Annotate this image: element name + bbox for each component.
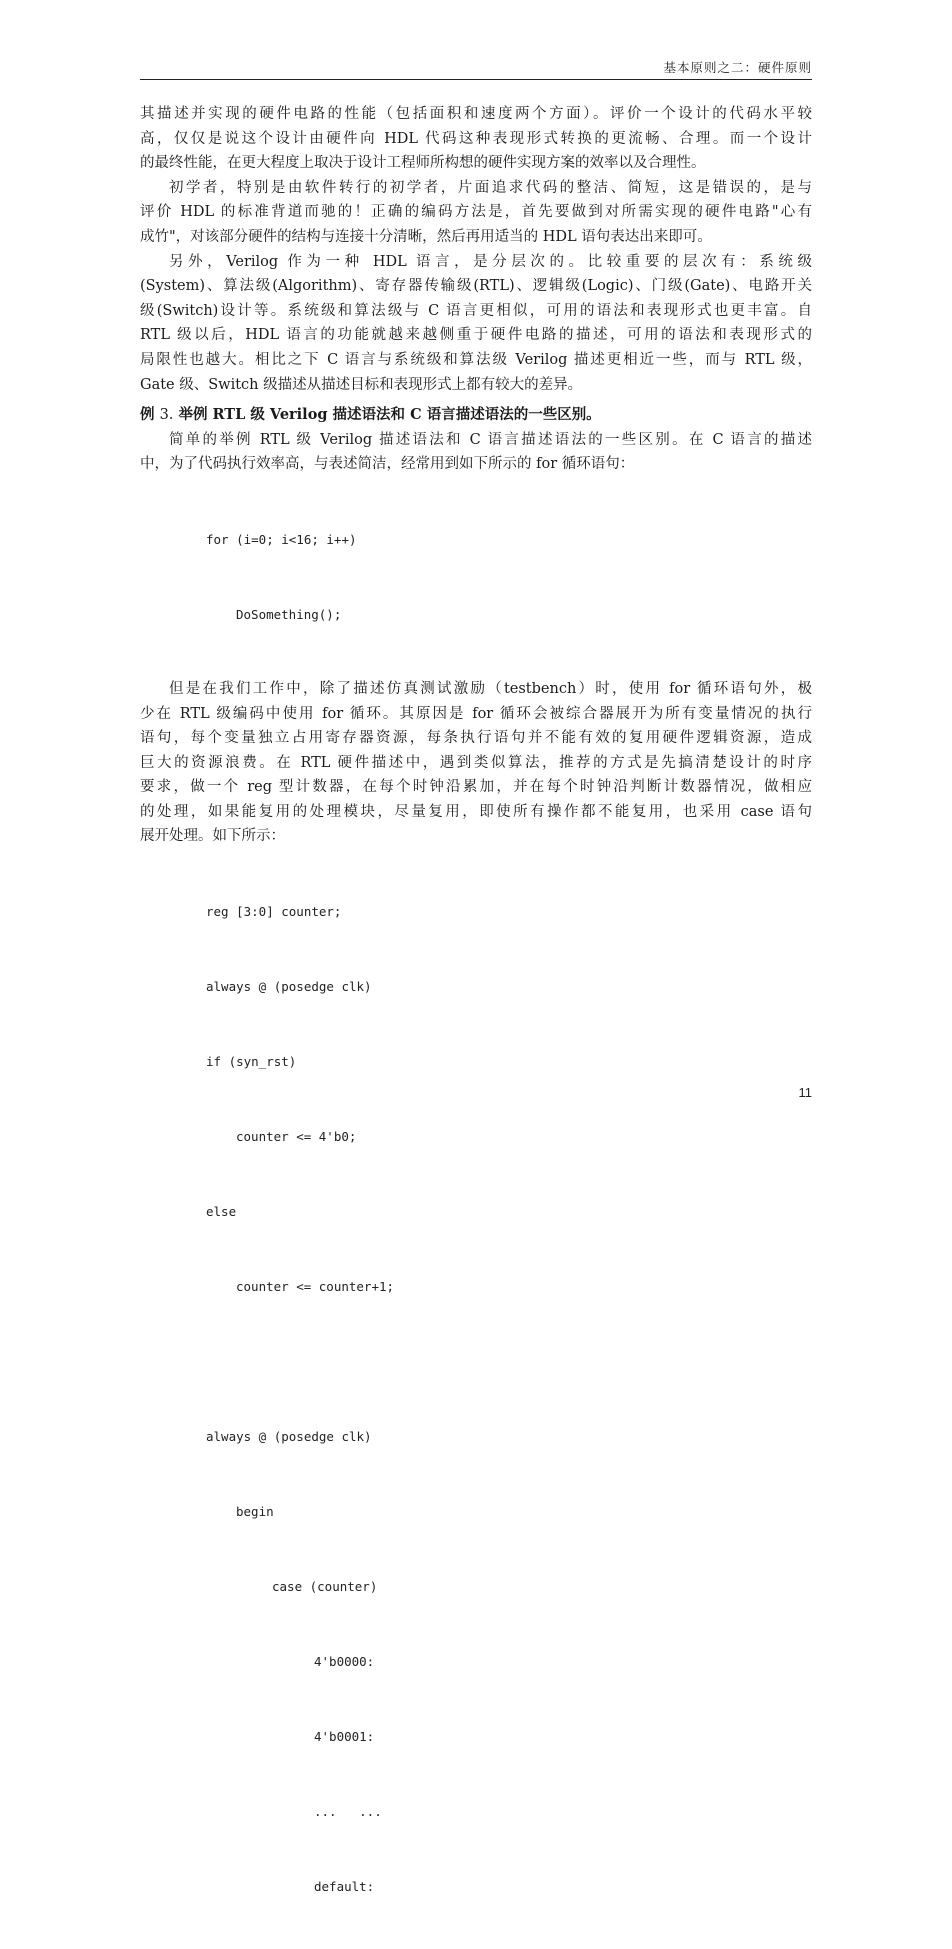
text-line: 级(Switch)设计等。系统级和算法级与 C 语言更相似，可用的语法和表现形式也更丰富。自 [140,302,812,319]
paragraph-4 [140,428,812,477]
text-line: 简单的举例 RTL 级 Verilog 描述语法和 C 语言描述语法的一些区别。在 C 语言的描述 [169,431,812,448]
text-line: 少在 RTL 级编码中使用 for 循环。其原因是 for 循环会被综合器展开为所有变量情况的执行 [140,705,812,722]
code-line: counter <= counter+1; [236,1279,395,1295]
page-body [140,102,812,1949]
paragraph-2 [140,176,812,250]
text-line: Gate 级、Switch 级描述从描述目标和表现形式上都有较大的差异。 [140,376,583,393]
running-header: 基本原则之二：硬件原则 [663,60,812,75]
code-line: begin [236,1504,274,1520]
text-line: 语句，每个变量独立占用寄存器资源，每条执行语句并不能有效的复用硬件逻辑资源，造成 [140,730,812,747]
paragraph-5 [140,677,812,849]
example-label: 例 [140,406,155,424]
text-line: (System)、算法级(Algorithm)、寄存器传输级(RTL)、逻辑级(Logic)、门级(Gate)、电路开关 [140,278,812,295]
code-line: ... ... [314,1804,382,1820]
text-line: 其描述并实现的硬件电路的性能（包括面积和速度两个方面）。评价一个设计的代码水平较 [140,106,812,122]
code-line: counter <= 4'b0; [236,1129,357,1145]
text-line: 要求，做一个 reg 型计数器，在每个时钟沿累加，并在每个时钟沿判断计数器情况，做相应 [140,779,812,796]
code-line: DoSomething(); [236,606,342,622]
code-line: 4'b0000: [314,1654,375,1670]
code-line: default: [314,1879,375,1895]
text-line: 高，仅仅是说这个设计由硬件向 HDL 代码这种表现形式转换的更流畅、合理。而一个设计 [140,130,812,147]
text-line: 中，为了代码执行效率高，与表述简洁，经常用到如下所示的 for 循环语句： [140,456,635,473]
example-title: 举例 RTL 级 Verilog 描述语法和 C 语言描述语法的一些区别。 [178,406,601,424]
example-heading [140,403,812,428]
code-line: reg [3:0] counter; [206,904,342,920]
text-line: 的处理，如果能复用的处理模块，尽量复用，即使所有操作都不能复用，也采用 case 语句 [140,803,812,820]
code-line: else [206,1204,237,1220]
text-line: 但是在我们工作中，除了描述仿真测试激励（testbench）时，使用 for 循环语句外，极 [169,680,812,697]
code-line: 4'b0001: [314,1729,375,1745]
paragraph-1 [140,102,812,176]
header-rule [140,79,812,80]
code-line: always @ (posedge clk) [206,1429,372,1445]
text-line: 评价 HDL 的标准背道而驰的！正确的编码方法是，首先要做到对所需实现的硬件电路"心有 [140,204,812,221]
code-line: always @ (posedge clk) [206,979,372,995]
page-number: 11 [798,1085,812,1100]
code-line: if (syn_rst) [206,1054,297,1070]
code-line [206,1349,812,1374]
code-line: case (counter) [272,1579,378,1595]
text-line: 局限性也越大。相比之下 C 语言与系统级和算法级 Verilog 描述更相近一些，而与 RTL 级， [140,351,812,368]
code-block-counter [140,849,812,1949]
text-line: 展开处理。如下所示： [140,828,285,845]
text-line: 初学者，特别是由软件转行的初学者，片面追求代码的整洁、简短，这是错误的，是与 [169,179,812,196]
text-line: 成竹"，对该部分硬件的结构与连接十分清晰，然后再用适当的 HDL 语句表达出来即可。 [140,228,712,245]
paragraph-3 [140,250,812,398]
text-line: 另外，Verilog 作为一种 HDL 语言，是分层次的。比较重要的层次有：系统级 [169,253,812,270]
text-line: 巨大的资源浪费。在 RTL 硬件描述中，遇到类似算法，推荐的方式是先搞清楚设计的时序 [140,754,812,771]
text-line: RTL 级以后，HDL 语言的功能就越来越侧重于硬件电路的描述，可用的语法和表现形式的 [140,327,812,344]
code-line: for (i=0; i<16; i++) [206,531,357,547]
example-number: 3. [159,407,174,424]
text-line: 的最终性能，在更大程度上取决于设计工程师所构想的硬件实现方案的效率以及合理性。 [140,155,706,172]
code-block-for-loop [140,477,812,677]
